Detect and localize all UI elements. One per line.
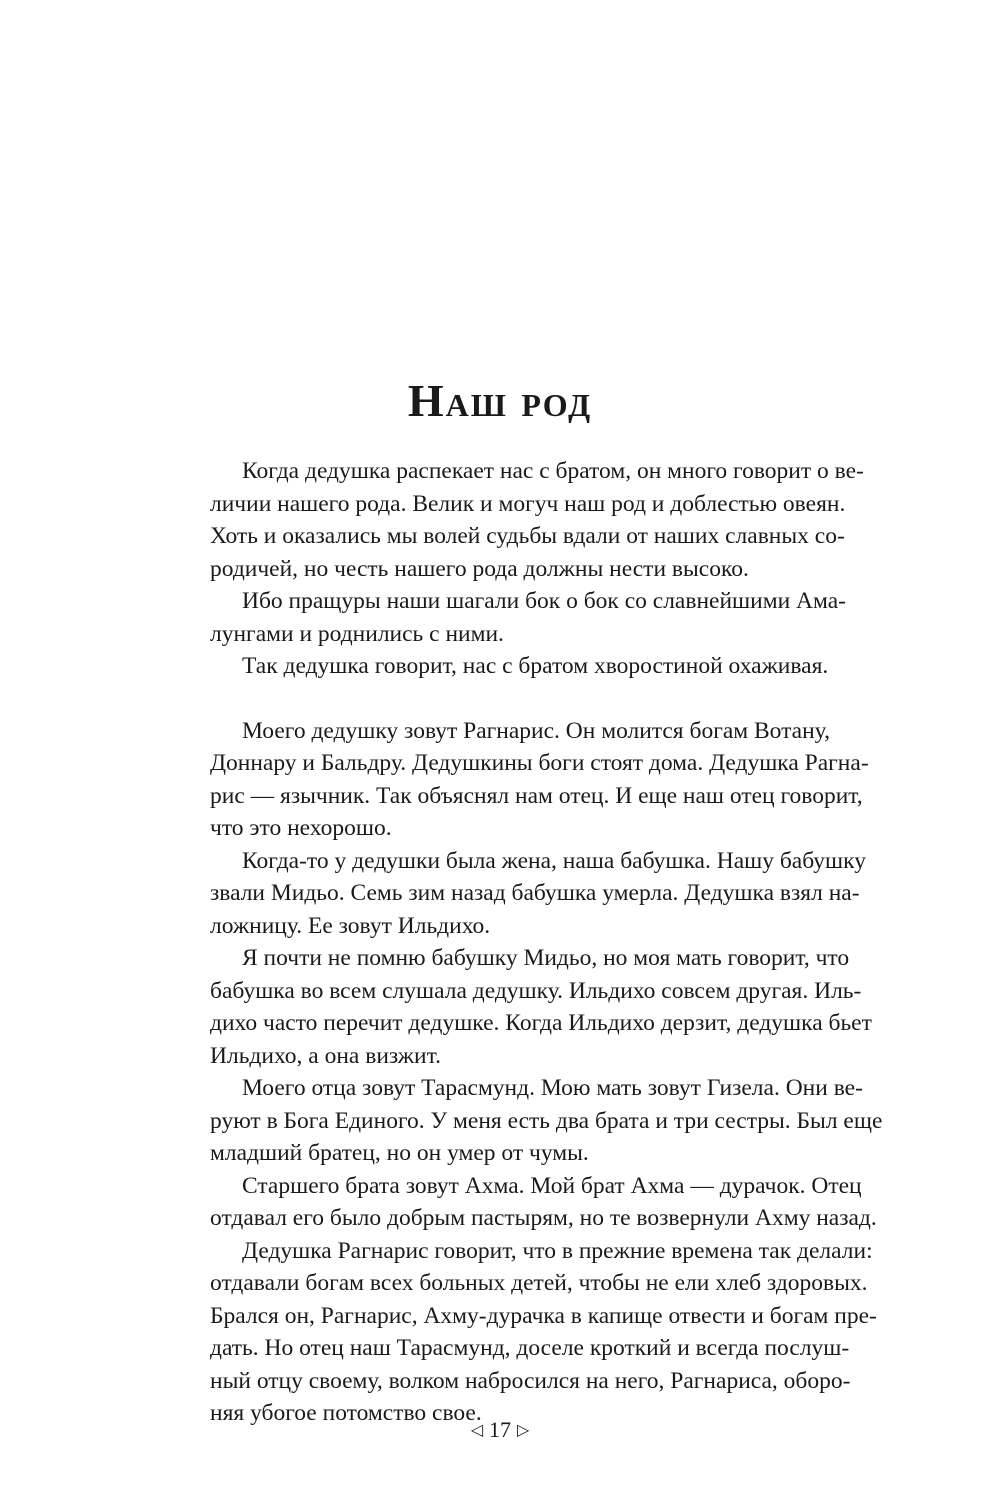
text-line: Ибо пращуры наши шагали бок о бок со славнейшими Ама- bbox=[242, 588, 846, 614]
text-line: Брался он, Рагнарис, Ахму-дурачка в капище отвести и богам пре- bbox=[210, 1302, 877, 1329]
paragraph bbox=[210, 1235, 877, 1430]
paragraph bbox=[210, 585, 846, 650]
paragraph bbox=[210, 650, 829, 683]
text-line: ложницу. Ее зовут Ильдихо. bbox=[210, 912, 491, 939]
text-line: Моего отца зовут Тарасмунд. Мою мать зовут Гизела. Они ве- bbox=[242, 1075, 863, 1101]
paragraph bbox=[210, 715, 869, 845]
paragraph bbox=[210, 1170, 877, 1235]
page-footer bbox=[0, 1417, 1000, 1443]
text-line: Я почти не помню бабушку Мидьо, но моя мать говорит, что bbox=[242, 945, 850, 971]
text-line: Хоть и оказались мы волей судьбы вдали от наших славных со- bbox=[210, 523, 845, 549]
text-line: Моего дедушку зовут Рагнарис. Он молится богам Вотану, bbox=[242, 717, 830, 744]
text-line: отдавал его было добрым пастырям, но те возвернули Ахму назад. bbox=[210, 1205, 877, 1231]
text-line: Старшего брата зовут Ахма. Мой брат Ахма — дурачок. Отец bbox=[242, 1172, 862, 1199]
text-line: Дедушка Рагнарис говорит, что в прежние времена так делали: bbox=[242, 1237, 873, 1264]
ornament-right-icon: ▷ bbox=[517, 1422, 530, 1439]
text-line: Доннару и Бальдру. Дедушкины боги стоят дома. Дедушка Рагна- bbox=[210, 750, 869, 776]
text-line: лунгами и роднились с ними. bbox=[210, 620, 504, 647]
text-line: отдавали богам всех больных детей, чтобы не ели хлеб здоровых. bbox=[210, 1270, 868, 1296]
section-break bbox=[210, 683, 824, 715]
chapter-text bbox=[210, 455, 883, 1430]
text-line: ный отцу своему, волком набросился на него, Рагнариса, оборо- bbox=[210, 1367, 851, 1394]
text-line: Так дедушка говорит, нас с братом хворостиной охаживая. bbox=[242, 653, 829, 679]
text-line: Когда дедушка распекает нас с братом, он много говорит о ве- bbox=[242, 458, 864, 484]
text-line: руют в Бога Единого. У меня есть два брата и три сестры. Был еще bbox=[210, 1107, 883, 1134]
text-line: личии нашего рода. Велик и могуч наш род и доблестью овеян. bbox=[210, 490, 846, 517]
text-line: Когда-то у дедушки была жена, наша бабушка. Нашу бабушку bbox=[242, 847, 866, 874]
text-line: Ильдихо, а она визжит. bbox=[210, 1042, 441, 1069]
text-line: рис — язычник. Так объяснял нам отец. И еще наш отец говорит, bbox=[210, 782, 863, 809]
text-line: младший братец, но он умер от чумы. bbox=[210, 1140, 589, 1166]
text-line: дихо часто перечит дедушке. Когда Ильдихо дерзит, дедушка бьет bbox=[210, 1010, 872, 1036]
ornament-left-icon: ◁ bbox=[470, 1422, 483, 1439]
paragraph bbox=[210, 455, 864, 585]
paragraph bbox=[210, 942, 872, 1072]
page-number: 17 bbox=[489, 1417, 511, 1442]
text-line: дать. Но отец наш Тарасмунд, доселе кроткий и всегда послуш- bbox=[210, 1335, 850, 1361]
text-line: бабушка во всем слушала дедушку. Ильдихо совсем другая. Иль- bbox=[210, 977, 862, 1004]
text-line: родичей, но честь нашего рода должны нести высоко. bbox=[210, 555, 749, 582]
chapter-title: Наш род bbox=[407, 375, 593, 426]
text-line: что это нехорошо. bbox=[210, 815, 392, 841]
paragraph bbox=[210, 1072, 883, 1170]
text-line: няя убогое потомство свое. bbox=[210, 1400, 482, 1426]
paragraph bbox=[210, 845, 866, 943]
text-line: звали Мидьо. Семь зим назад бабушка умерла. Дедушка взял на- bbox=[210, 880, 860, 906]
